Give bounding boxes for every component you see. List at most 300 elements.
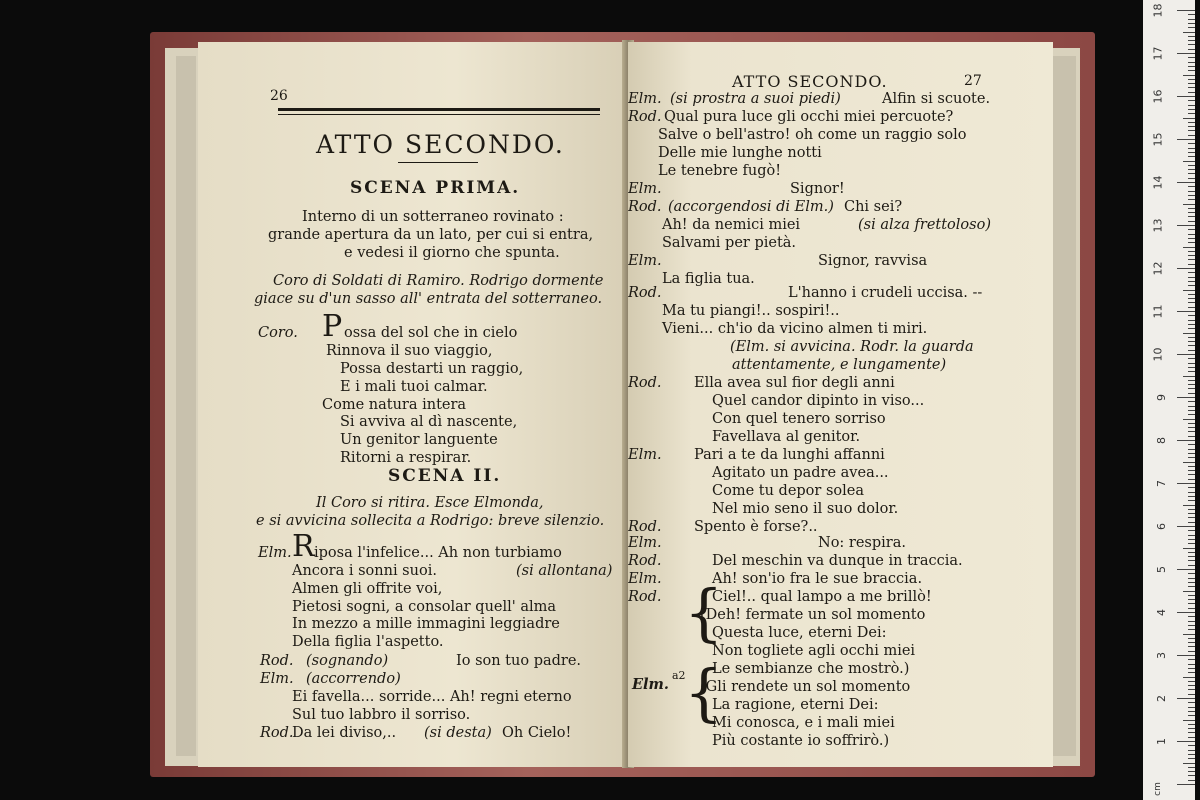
verse-line: Un genitor languente xyxy=(340,432,498,448)
ruler-tick xyxy=(1188,664,1195,665)
ruler-tick xyxy=(1188,324,1195,325)
speaker-label: Rod. xyxy=(628,553,662,569)
ruler-tick xyxy=(1188,221,1195,222)
ruler-tick xyxy=(1177,397,1195,398)
ruler-tick xyxy=(1188,530,1195,531)
head-rule xyxy=(278,108,600,111)
ruler-tick xyxy=(1188,565,1195,566)
ruler-label: 11 xyxy=(1151,304,1165,319)
verse-line: Salvami per pietà. xyxy=(662,235,797,251)
running-header: ATTO SECONDO. xyxy=(732,72,888,91)
ruler-tick xyxy=(1183,548,1195,549)
speaker-label: Elm. xyxy=(628,91,662,107)
ruler-tick xyxy=(1188,341,1195,342)
ruler-tick xyxy=(1177,10,1195,11)
ruler-tick xyxy=(1188,715,1195,716)
stage-direction: (Elm. si avvicina. Rodr. la guarda xyxy=(730,339,974,355)
verse-line: Delle mie lunghe notti xyxy=(658,145,822,161)
verse-line: La ragione, eterni Dei: xyxy=(712,697,879,713)
ruler-tick xyxy=(1177,526,1195,527)
ruler-tick xyxy=(1188,100,1195,101)
ruler-tick xyxy=(1188,328,1195,329)
ruler-label: 13 xyxy=(1151,218,1165,233)
ruler-tick xyxy=(1188,659,1195,660)
ruler-tick xyxy=(1188,371,1195,372)
verse-line: Più costante io soffrirò.) xyxy=(712,733,890,749)
ruler-tick xyxy=(1183,720,1195,721)
ruler-tick xyxy=(1188,758,1195,759)
verse-line: E i mali tuoi calmar. xyxy=(340,379,488,395)
ruler-tick xyxy=(1188,83,1195,84)
ruler-tick xyxy=(1188,685,1195,686)
ruler-tick xyxy=(1188,122,1195,123)
ruler-tick xyxy=(1188,552,1195,553)
verse-line: Del meschin va dunque in traccia. xyxy=(712,553,963,569)
verse-line: Sul tuo labbro il sorriso. xyxy=(292,707,471,723)
ruler-label: 9 xyxy=(1155,394,1168,401)
ruler-tick xyxy=(1188,681,1195,682)
verse-line: Alfin si scuote. xyxy=(882,91,991,107)
ruler-label: 3 xyxy=(1155,652,1168,659)
verse-line: La figlia tua. xyxy=(662,271,755,287)
verse-line: Vieni... ch'io da vicino almen ti miri. xyxy=(662,321,928,337)
verse-line: Ritorni a respirar. xyxy=(340,450,472,466)
speaker-label: Coro. xyxy=(258,325,298,341)
ruler-tick xyxy=(1188,668,1195,669)
ruler-tick xyxy=(1188,711,1195,712)
page-number: 27 xyxy=(964,73,982,89)
ruler-tick xyxy=(1177,311,1195,312)
verse-line: Come tu depor solea xyxy=(712,483,864,499)
ruler-tick xyxy=(1177,440,1195,441)
verse-line: (Deh! fermate un sol momento xyxy=(700,607,926,623)
ruler-tick xyxy=(1183,32,1195,33)
ruler-tick xyxy=(1188,105,1195,106)
ruler-tick xyxy=(1188,750,1195,751)
ruler-tick xyxy=(1188,556,1195,557)
ruler-tick xyxy=(1177,612,1195,613)
ruler-tick xyxy=(1188,358,1195,359)
measurement-ruler xyxy=(1143,0,1195,800)
stage-direction: (accorrendo) xyxy=(306,671,401,687)
speaker-label: Elm. xyxy=(258,545,292,561)
aside-direction: (si allontana) xyxy=(516,563,613,579)
ruler-tick xyxy=(1183,376,1195,377)
scene-title: SCENA PRIMA. xyxy=(350,178,521,198)
ruler-tick xyxy=(1188,543,1195,544)
ruler-tick xyxy=(1188,229,1195,230)
verse-line: Nel mio seno il suo dolor. xyxy=(712,501,899,517)
speaker-label: Rod. xyxy=(260,653,294,669)
stage-direction: e si avvicina sollecita a Rodrigo: breve silenzio. xyxy=(256,513,605,529)
ruler-tick xyxy=(1188,535,1195,536)
ruler-tick xyxy=(1188,264,1195,265)
duet-marker: a2 xyxy=(672,669,686,682)
ruler-tick xyxy=(1177,655,1195,656)
verse-line: Oh Cielo! xyxy=(502,725,572,741)
ruler-label: 12 xyxy=(1151,261,1165,276)
ruler-tick xyxy=(1188,427,1195,428)
ruler-tick xyxy=(1188,173,1195,174)
ruler-tick xyxy=(1188,410,1195,411)
ruler-tick xyxy=(1188,126,1195,127)
ruler-tick xyxy=(1188,444,1195,445)
ruler-tick xyxy=(1188,345,1195,346)
ruler-tick xyxy=(1188,745,1195,746)
verse-line: ossa del sol che in cielo xyxy=(344,325,518,341)
ruler-tick xyxy=(1188,470,1195,471)
ruler-tick xyxy=(1188,186,1195,187)
verse-line: Rinnova il suo viaggio, xyxy=(326,343,493,359)
verse-line: Spento è forse?.. xyxy=(694,519,818,535)
ruler-tick xyxy=(1188,40,1195,41)
ruler-tick xyxy=(1188,754,1195,755)
verse-line: No: respira. xyxy=(818,535,906,551)
ruler-tick xyxy=(1188,66,1195,67)
verse-line: Le sembianze che mostrò.) xyxy=(712,661,910,677)
speaker-label: Elm. xyxy=(628,447,662,463)
ruler-tick xyxy=(1188,156,1195,157)
ruler-tick xyxy=(1188,255,1195,256)
ruler-tick xyxy=(1183,677,1195,678)
ruler-tick xyxy=(1188,689,1195,690)
speaker-label: Rod. xyxy=(628,199,662,215)
verse-line: Con quel tenero sorriso xyxy=(712,411,886,427)
ruler-tick xyxy=(1188,646,1195,647)
verse-line: Come natura intera xyxy=(322,397,467,413)
ruler-tick xyxy=(1188,453,1195,454)
ruler-tick xyxy=(1188,638,1195,639)
scene-title: SCENA II. xyxy=(388,466,502,486)
speaker-label: Elm. xyxy=(632,676,669,693)
ruler-tick xyxy=(1188,199,1195,200)
ruler-tick xyxy=(1188,694,1195,695)
ruler-tick xyxy=(1188,234,1195,235)
verse-line: In mezzo a mille immagini leggiadre xyxy=(292,616,560,632)
verse-line: Chi sei? xyxy=(844,199,903,215)
ruler-tick xyxy=(1188,208,1195,209)
ruler-tick xyxy=(1177,698,1195,699)
ruler-tick xyxy=(1188,315,1195,316)
ruler-tick xyxy=(1188,599,1195,600)
ruler-tick xyxy=(1188,539,1195,540)
ruler-tick xyxy=(1177,182,1195,183)
speaker-label: Elm. xyxy=(260,671,294,687)
ruler-tick xyxy=(1188,728,1195,729)
verse-line: Quel candor dipinto in viso... xyxy=(712,393,925,409)
verse-line: Ella avea sul fior degli anni xyxy=(694,375,895,391)
ruler-tick xyxy=(1188,337,1195,338)
ruler-tick xyxy=(1188,457,1195,458)
ruler-tick xyxy=(1188,152,1195,153)
ruler-tick xyxy=(1188,350,1195,351)
ruler-tick xyxy=(1177,569,1195,570)
ruler-tick xyxy=(1188,251,1195,252)
ruler-tick xyxy=(1183,290,1195,291)
ruler-tick xyxy=(1188,92,1195,93)
ruler-tick xyxy=(1188,509,1195,510)
verse-line: Ah! da nemici miei xyxy=(662,217,801,233)
ruler-tick xyxy=(1188,517,1195,518)
verse-line: Signor! xyxy=(790,181,845,197)
stage-direction: Il Coro si ritira. Esce Elmonda, xyxy=(316,495,544,511)
ruler-tick xyxy=(1188,14,1195,15)
ruler-tick xyxy=(1188,367,1195,368)
ruler-tick xyxy=(1188,388,1195,389)
ruler-tick xyxy=(1177,268,1195,269)
ruler-label: 8 xyxy=(1155,437,1168,444)
ruler-tick xyxy=(1188,651,1195,652)
ruler-tick xyxy=(1188,449,1195,450)
ruler-tick xyxy=(1188,625,1195,626)
ruler-tick xyxy=(1188,23,1195,24)
ruler-tick xyxy=(1188,36,1195,37)
setting-line: Interno di un sotterraneo rovinato : xyxy=(302,209,564,225)
verse-line: iposa l'infelice... Ah non turbiamo xyxy=(314,545,562,561)
ruler-tick xyxy=(1188,281,1195,282)
ruler-tick xyxy=(1188,608,1195,609)
ruler-tick xyxy=(1188,62,1195,63)
speaker-label: Rod. xyxy=(628,589,662,605)
verse-line: Favellava al genitor. xyxy=(712,429,861,445)
page-edge-left xyxy=(176,56,196,756)
stage-direction: attentamente, e lungamente) xyxy=(732,357,947,373)
ruler-tick xyxy=(1188,178,1195,179)
verse-line: Salve o bell'astro! oh come un raggio solo xyxy=(658,127,967,143)
speaker-label: Rod. xyxy=(260,725,294,741)
ruler-tick xyxy=(1188,436,1195,437)
ruler-tick xyxy=(1188,113,1195,114)
ruler-tick xyxy=(1188,492,1195,493)
verse-line: (Gli rendete un sol momento xyxy=(700,679,911,695)
ruler-tick xyxy=(1188,272,1195,273)
verse-line: Qual pura luce gli occhi miei percuote? xyxy=(664,109,954,125)
ruler-tick xyxy=(1188,513,1195,514)
verse-line: Signor, ravvisa xyxy=(818,253,928,269)
ruler-tick xyxy=(1188,466,1195,467)
ruler-tick xyxy=(1183,591,1195,592)
ruler-tick xyxy=(1188,79,1195,80)
ruler-tick xyxy=(1188,732,1195,733)
ruler-label: 16 xyxy=(1151,89,1165,104)
ruler-tick xyxy=(1188,393,1195,394)
ruler-tick xyxy=(1188,500,1195,501)
ruler-tick xyxy=(1188,603,1195,604)
page-edge-right xyxy=(1052,56,1076,756)
ruler-label: 18 xyxy=(1151,3,1165,18)
ruler-tick xyxy=(1188,307,1195,308)
stage-direction: (si desta) xyxy=(424,725,492,741)
stage-direction: (si prostra a suoi piedi) xyxy=(670,91,841,107)
ruler-tick xyxy=(1188,87,1195,88)
ruler-tick xyxy=(1188,169,1195,170)
ruler-tick xyxy=(1188,431,1195,432)
ruler-tick xyxy=(1188,135,1195,136)
ruler-tick xyxy=(1188,707,1195,708)
ruler-tick xyxy=(1188,775,1195,776)
ruler-tick xyxy=(1188,57,1195,58)
stage-direction: (sognando) xyxy=(306,653,389,669)
ruler-tick xyxy=(1188,130,1195,131)
verse-line: Da lei diviso,.. xyxy=(292,725,397,741)
ruler-tick xyxy=(1188,621,1195,622)
ruler-label: 6 xyxy=(1155,523,1168,530)
ruler-tick xyxy=(1183,333,1195,334)
ruler-tick xyxy=(1188,616,1195,617)
title-divider xyxy=(398,162,478,163)
ruler-label: 14 xyxy=(1151,175,1165,190)
ruler-tick xyxy=(1177,96,1195,97)
ruler-tick xyxy=(1177,53,1195,54)
ruler-tick xyxy=(1177,139,1195,140)
ruler-tick xyxy=(1188,414,1195,415)
ruler-tick xyxy=(1188,242,1195,243)
ruler-tick xyxy=(1188,49,1195,50)
ruler-tick xyxy=(1188,191,1195,192)
duet-brace: { xyxy=(684,576,724,649)
drop-cap: P xyxy=(322,309,343,344)
stage-direction: (si alza frettoloso) xyxy=(858,217,991,233)
right-page xyxy=(628,42,1053,767)
ruler-label: 1 xyxy=(1155,738,1168,745)
ruler-tick xyxy=(1183,161,1195,162)
verse-line: Mi conosca, e i mali miei xyxy=(712,715,895,731)
ruler-tick xyxy=(1188,212,1195,213)
ruler-tick xyxy=(1188,724,1195,725)
ruler-tick xyxy=(1183,118,1195,119)
ruler-tick xyxy=(1188,165,1195,166)
ruler-tick xyxy=(1188,143,1195,144)
ruler-tick xyxy=(1183,505,1195,506)
verse-line: Ma tu piangi!.. sospiri!.. xyxy=(662,303,840,319)
ruler-tick xyxy=(1188,401,1195,402)
ruler-label: 2 xyxy=(1155,695,1168,702)
ruler-tick xyxy=(1188,423,1195,424)
ruler-tick xyxy=(1183,419,1195,420)
verse-line: Ancora i sonni suoi. xyxy=(292,563,437,579)
verse-line: Pari a te da lunghi affanni xyxy=(694,447,885,463)
ruler-tick xyxy=(1188,363,1195,364)
ruler-tick xyxy=(1188,578,1195,579)
ruler-tick xyxy=(1188,522,1195,523)
speaker-label: Elm. xyxy=(628,535,662,551)
verse-line: Io son tuo padre. xyxy=(456,653,582,669)
ruler-tick xyxy=(1183,763,1195,764)
ruler-tick xyxy=(1188,629,1195,630)
ruler-tick xyxy=(1188,19,1195,20)
stage-direction: giace su d'un sasso all' entrata del sotterraneo. xyxy=(254,291,603,307)
speaker-label: Rod. xyxy=(628,519,662,535)
ruler-tick xyxy=(1188,216,1195,217)
speaker-label: Rod. xyxy=(628,285,662,301)
ruler-tick xyxy=(1188,474,1195,475)
ruler-tick xyxy=(1188,384,1195,385)
ruler-label: 4 xyxy=(1155,609,1168,616)
ruler-tick xyxy=(1188,780,1195,781)
speaker-label: Elm. xyxy=(628,253,662,269)
ruler-tick xyxy=(1188,294,1195,295)
drop-cap: R xyxy=(292,529,315,564)
verse-line: Agitato un padre avea... xyxy=(712,465,889,481)
ruler-tick xyxy=(1188,479,1195,480)
ruler-tick xyxy=(1188,582,1195,583)
ruler-tick xyxy=(1188,302,1195,303)
page-number: 26 xyxy=(270,88,288,104)
ruler-tick xyxy=(1177,784,1195,785)
verse-line: Possa destarti un raggio, xyxy=(340,361,524,377)
head-rule-thin xyxy=(278,114,600,115)
ruler-tick xyxy=(1177,354,1195,355)
ruler-tick xyxy=(1188,27,1195,28)
setting-line: e vedesi il giorno che spunta. xyxy=(344,245,560,261)
verse-line: Ah! son'io fra le sue braccia. xyxy=(712,571,923,587)
verse-line: Della figlia l'aspetto. xyxy=(292,634,444,650)
ruler-tick xyxy=(1188,737,1195,738)
ruler-tick xyxy=(1188,380,1195,381)
ruler-tick xyxy=(1188,586,1195,587)
ruler-tick xyxy=(1177,483,1195,484)
ruler-tick xyxy=(1177,225,1195,226)
ruler-tick xyxy=(1188,238,1195,239)
ruler-tick xyxy=(1188,298,1195,299)
ruler-tick xyxy=(1188,767,1195,768)
verse-line: L'hanno i crudeli uccisa. -- xyxy=(788,285,983,301)
ruler-tick xyxy=(1188,285,1195,286)
ruler-tick xyxy=(1188,560,1195,561)
setting-line: grande apertura da un lato, per cui si entra, xyxy=(268,227,594,243)
ruler-tick xyxy=(1188,672,1195,673)
ruler-tick xyxy=(1188,406,1195,407)
ruler-tick xyxy=(1188,320,1195,321)
ruler-label: 17 xyxy=(1151,46,1165,61)
duet-brace: { xyxy=(684,656,724,729)
ruler-unit: cm xyxy=(1153,782,1164,796)
ruler-tick xyxy=(1188,259,1195,260)
ruler-tick xyxy=(1183,204,1195,205)
speaker-label: Rod. xyxy=(628,109,662,125)
ruler-tick xyxy=(1188,44,1195,45)
ruler-label: 5 xyxy=(1155,566,1168,573)
ruler-tick xyxy=(1183,462,1195,463)
verse-line: Almen gli offrite voi, xyxy=(292,581,443,597)
ruler-tick xyxy=(1188,277,1195,278)
verse-line: Le tenebre fugò! xyxy=(658,163,782,179)
ruler-tick xyxy=(1188,487,1195,488)
verse-line: Ei favella... sorride... Ah! regni eterno xyxy=(292,689,572,705)
ruler-tick xyxy=(1183,75,1195,76)
ruler-tick xyxy=(1183,634,1195,635)
speaker-label: Rod. xyxy=(628,375,662,391)
stage-direction: (accorgendosi di Elm.) xyxy=(668,199,834,215)
act-title: ATTO SECONDO. xyxy=(316,130,565,159)
stage-direction: Coro di Soldati di Ramiro. Rodrigo dormente xyxy=(273,273,604,289)
ruler-label: 7 xyxy=(1155,480,1168,487)
ruler-tick xyxy=(1177,741,1195,742)
ruler-tick xyxy=(1188,109,1195,110)
verse-line: Pietosi sogni, a consolar quell' alma xyxy=(292,599,557,615)
speaker-label: Elm. xyxy=(628,181,662,197)
verse-line: Non togliete agli occhi miei xyxy=(712,643,916,659)
left-page xyxy=(198,42,628,767)
ruler-tick xyxy=(1188,496,1195,497)
ruler-label: 10 xyxy=(1151,347,1165,362)
ruler-tick xyxy=(1188,595,1195,596)
ruler-tick xyxy=(1188,573,1195,574)
ruler-tick xyxy=(1188,642,1195,643)
ruler-tick xyxy=(1188,195,1195,196)
verse-line: Ciel!.. qual lampo a me brillò! xyxy=(712,589,932,605)
ruler-tick xyxy=(1188,148,1195,149)
